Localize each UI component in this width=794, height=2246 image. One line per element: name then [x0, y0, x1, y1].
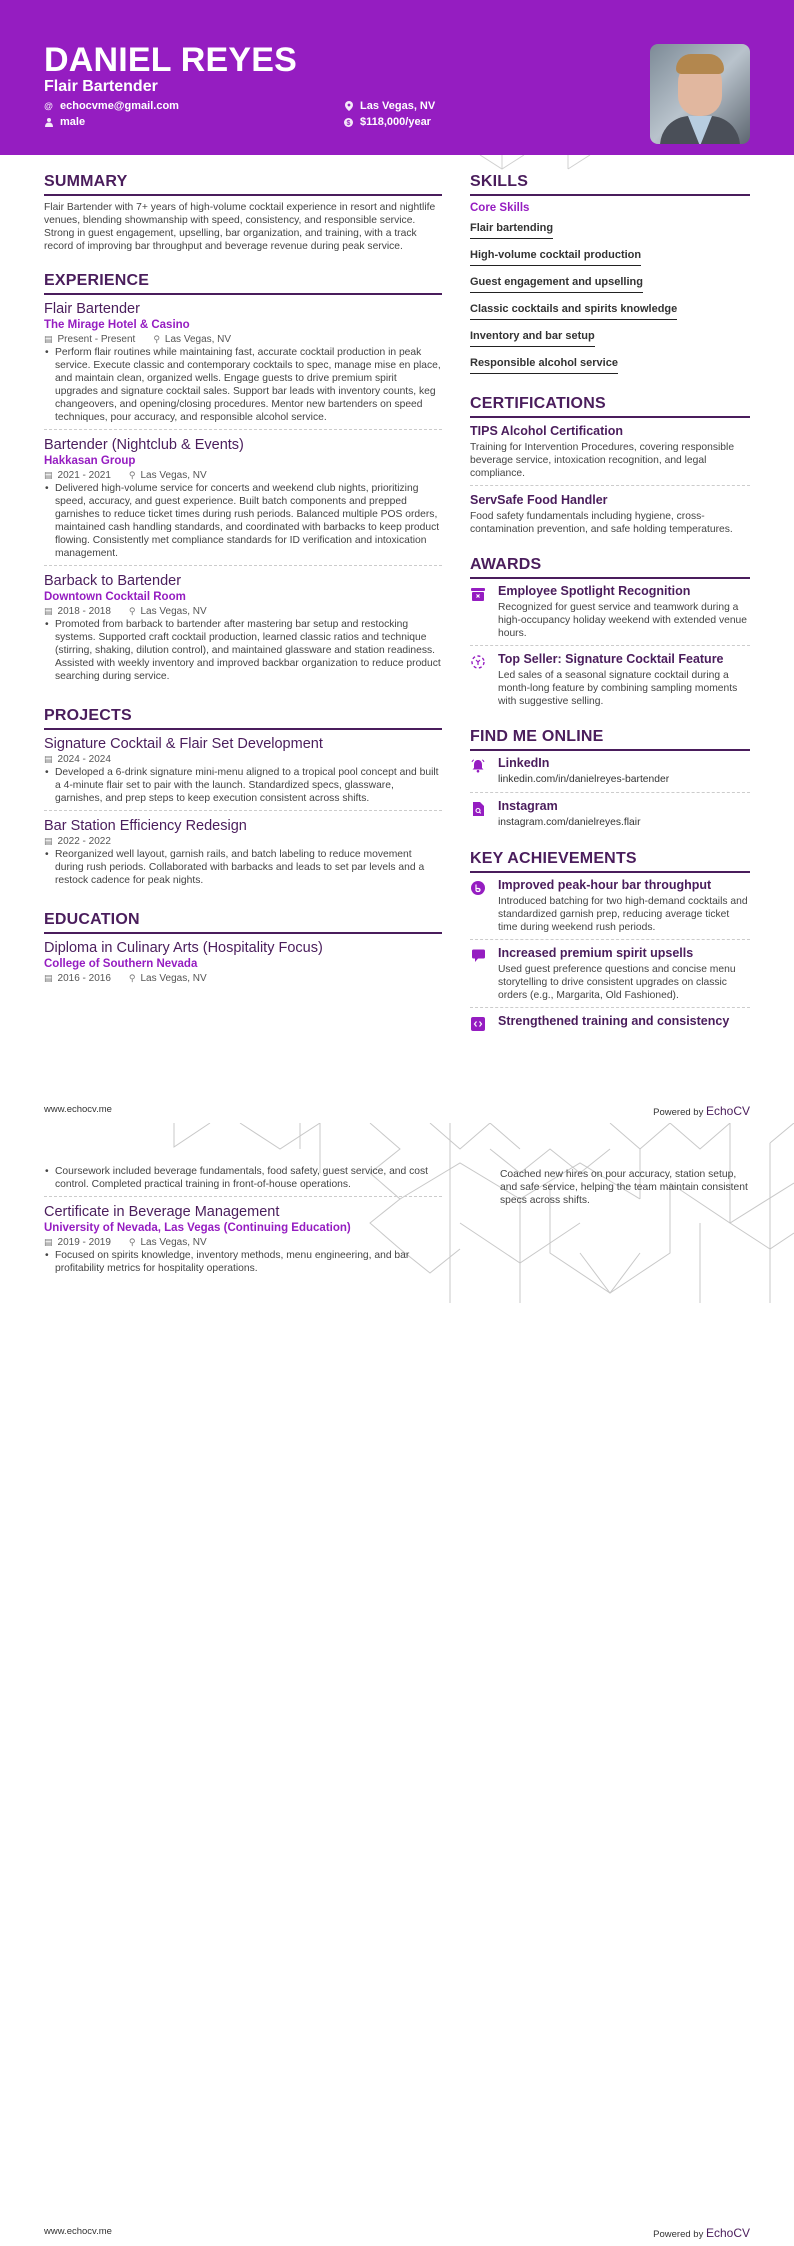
badge-circle-icon [470, 880, 486, 896]
calendar-icon: ▤ [44, 754, 53, 764]
achievement-desc-continued: Coached new hires on pour accuracy, station setup, and safe service, helping the team maintain consistent specs across shifts. [500, 1169, 748, 1206]
education-entry-continued [44, 1165, 442, 1197]
map-pin-icon: ⚲ [128, 1237, 136, 1247]
dates: 2022 - 2022 [57, 836, 111, 847]
project-entry [44, 735, 442, 811]
dates: Present - Present [57, 334, 136, 345]
location: Las Vegas, NV [140, 1237, 207, 1248]
project-description: • Reorganized well layout, garnish rails, and batch labeling to reduce movement during rush periods. Collaborated with barbacks and leads to set par levels and a restock cadence for peak nights. [44, 848, 442, 887]
at-icon: @ [44, 101, 53, 111]
degree: Certificate in Beverage Management [44, 1204, 280, 1220]
achievement-name: Strengthened training and consistency [498, 1014, 730, 1028]
job-description: • Delivered high-volume service for concerts and weekend club nights, prioritizing speed, accuracy, and guest experience. Built batch components and prepped garnishes to reduce ticket times during rush periods. Balanced multiple POS orders, maintained cash handling standards, and coordinated with barbacks to keep product flowing. Consistently met compliance standards for ID verification and intoxication management. [44, 482, 442, 560]
project-description: • Developed a 6-drink signature mini-menu aligned to a tropical pool concept and built a 4-minute flair set to pair with the launch. Standardized specs, glassware, garnishes, and prep steps to keep execution consistent across shifts. [44, 766, 442, 805]
job-description: • Perform flair routines while maintaining fast, accurate cocktail production in peak service. Execute classic and contemporary cocktails to spec, manage mise en place, and maintain clean, organized wells. Engage guests to drive premium spirit upgrades and signature cocktail sales. Support bar leads with inventory counts, keg changeovers, and opening/closing procedures. Mentor new bartenders on speed techniques, pour accuracy, and responsible alcohol service. [44, 346, 442, 424]
skill-item: Responsible alcohol service [470, 356, 618, 374]
dates: 2024 - 2024 [57, 754, 111, 765]
skill-item: Classic cocktails and spirits knowledge [470, 302, 677, 320]
experience-entry [44, 300, 442, 430]
candidate-name: DANIEL REYES [44, 41, 298, 79]
resume-header [0, 0, 794, 155]
map-pin-icon: ⚲ [128, 606, 136, 616]
calendar-icon: ▤ [44, 470, 53, 480]
awards-section [470, 555, 750, 713]
location-value: Las Vegas, NV [360, 100, 436, 112]
job-role: Barback to Bartender [44, 573, 182, 589]
award-item [470, 584, 750, 646]
education-description: • Focused on spirits knowledge, inventory methods, menu engineering, and bar profitability metrics for hospitality operations. [44, 1249, 442, 1275]
person-icon [44, 118, 53, 127]
online-profile-link[interactable]: linkedin.com/in/danielreyes-bartender [498, 774, 670, 785]
education-section [44, 910, 442, 990]
skill-item: Inventory and bar setup [470, 329, 595, 347]
employer: The Mirage Hotel & Casino [44, 319, 190, 331]
experience-section [44, 271, 442, 688]
location: Las Vegas, NV [140, 973, 207, 984]
calendar-icon: ▤ [44, 973, 53, 983]
certification-desc: Training for Intervention Procedures, covering responsible beverage service, intoxication recognition, and legal compliance. [470, 442, 735, 479]
page2-left-column [44, 1165, 442, 1286]
footer-brand: EchoCV [705, 1104, 750, 1118]
file-search-icon [470, 801, 486, 817]
section-title: FIND ME ONLINE [470, 727, 750, 751]
map-pin-icon [344, 101, 353, 111]
footer-site-link[interactable]: www.echocv.me [44, 1104, 112, 1115]
location: Las Vegas, NV [140, 606, 207, 617]
section-title: SKILLS [470, 172, 750, 196]
award-name: Top Seller: Signature Cocktail Feature [498, 652, 724, 666]
left-column [44, 172, 442, 1008]
job-description: • Promoted from barback to bartender after mastering bar setup and restocking systems. Supported craft cocktail production, learned classic ratios and technique (stirring, shaking, dilution control), and maintained glassware and station readiness. Assisted with weekly inventory and improved backbar organization to reduce product searching during service. [44, 618, 442, 683]
footer-site-link[interactable]: www.echocv.me [44, 2226, 112, 2237]
achievement-desc: Introduced batching for two high-demand cocktails and standardized garnish prep, reducing average ticket time during weekend rush periods. [498, 896, 748, 933]
dates: 2019 - 2019 [57, 1237, 111, 1248]
skill-item: Guest engagement and upselling [470, 275, 643, 293]
online-profile-item[interactable] [470, 799, 750, 835]
achievement-name: Increased premium spirit upsells [498, 946, 694, 960]
footer-brand: EchoCV [705, 2226, 750, 2240]
school: College of Southern Nevada [44, 958, 198, 970]
education-entry [44, 939, 442, 990]
award-name: Employee Spotlight Recognition [498, 584, 691, 598]
section-title: PROJECTS [44, 706, 442, 730]
experience-entry [44, 572, 442, 688]
location: Las Vegas, NV [164, 334, 232, 345]
award-desc: Led sales of a seasonal signature cocktail during a month-long feature by combining sampling moments with suggestive selling. [498, 670, 738, 707]
svg-text:$: $ [346, 119, 351, 127]
page-footer [44, 1104, 750, 1118]
online-profile-item[interactable] [470, 756, 750, 793]
calendar-icon: ▤ [44, 836, 53, 846]
online-profile-name: Instagram [498, 799, 558, 813]
dates: 2016 - 2016 [57, 973, 111, 984]
employer: Hakkasan Group [44, 455, 136, 467]
achievement-item [470, 1014, 750, 1037]
bell-icon [470, 758, 486, 774]
map-pin-icon: ⚲ [128, 973, 136, 983]
certification-name: ServSafe Food Handler [470, 493, 608, 507]
section-title: SUMMARY [44, 172, 442, 196]
education-entry [44, 1203, 442, 1280]
map-pin-icon: ⚲ [128, 470, 136, 480]
skill-group-label: Core Skills [470, 202, 530, 214]
certifications-section [470, 394, 750, 541]
achievement-item [470, 878, 750, 940]
summary-section [44, 172, 442, 253]
contact-gender [44, 115, 85, 129]
right-column [470, 172, 750, 1055]
projects-section [44, 706, 442, 892]
contact-location [344, 99, 435, 113]
contact-email [44, 99, 179, 113]
contact-salary [344, 115, 431, 129]
key-achievements-section [470, 849, 750, 1037]
online-profile-link[interactable]: instagram.com/danielreyes.flair [498, 817, 641, 828]
section-title: EDUCATION [44, 910, 442, 934]
summary-text: Flair Bartender with 7+ years of high-volume cocktail experience in resort and nightlife venues, blending showmanship with speed, consistency, and responsible service. Strong in guest engagement, upselling, bar organization, and training, with a track record of improving bar throughput and beverage revenue during peak service. [44, 202, 436, 252]
certification-name: TIPS Alcohol Certification [470, 424, 624, 438]
project-name: Signature Cocktail & Flair Set Development [44, 736, 323, 752]
school: University of Nevada, Las Vegas (Continuing Education) [44, 1222, 351, 1234]
achievement-item [470, 946, 750, 1008]
achievement-desc: Used guest preference questions and concise menu storytelling to drive consistent upgrades on classic orders (e.g., Margarita, Old Fashioned). [498, 964, 736, 1001]
certification-desc: Food safety fundamentals including hygiene, cross-contamination prevention, and safe holding temperatures. [470, 511, 733, 535]
skill-item: Flair bartending [470, 221, 553, 239]
employer: Downtown Cocktail Room [44, 591, 186, 603]
calendar-icon: ▤ [44, 1237, 53, 1247]
education-description: • Coursework included beverage fundamentals, food safety, guest service, and cost control. Completed practical training in front-of-house operations. [44, 1165, 442, 1191]
job-role: Bartender (Nightclub & Events) [44, 437, 244, 453]
dates: 2018 - 2018 [57, 606, 111, 617]
powered-by: Powered by EchoCV [653, 1104, 750, 1118]
location: Las Vegas, NV [140, 470, 207, 481]
skill-item: High-volume cocktail production [470, 248, 641, 266]
project-entry [44, 817, 442, 892]
focus-target-icon [470, 654, 486, 670]
gender-value: male [60, 116, 86, 128]
calendar-icon: ▤ [44, 334, 53, 344]
skills-section [470, 172, 750, 380]
section-title: AWARDS [470, 555, 750, 579]
page2-right-column [500, 1168, 750, 1207]
powered-by: Powered by EchoCV [653, 2226, 750, 2240]
section-title: KEY ACHIEVEMENTS [470, 849, 750, 873]
degree: Diploma in Culinary Arts (Hospitality Focus) [44, 940, 323, 956]
dollar-circle-icon [344, 118, 353, 127]
certification-item [470, 423, 750, 486]
online-profile-name: LinkedIn [498, 756, 550, 770]
profile-photo [650, 44, 750, 144]
job-role: Flair Bartender [44, 301, 140, 317]
achievement-name: Improved peak-hour bar throughput [498, 878, 712, 892]
archive-box-icon [470, 586, 486, 602]
salary-value: $118,000/year [360, 116, 431, 128]
chat-bubbles-icon [470, 948, 486, 964]
candidate-title: Flair Bartender [44, 78, 158, 95]
certification-item [470, 492, 750, 541]
award-desc: Recognized for guest service and teamwork during a high-occupancy holiday weekend with extended venue hours. [498, 602, 748, 639]
email-value: echocvme@gmail.com [60, 100, 179, 112]
dates: 2021 - 2021 [57, 470, 111, 481]
find-me-online-section [470, 727, 750, 835]
code-square-icon [470, 1016, 486, 1032]
map-pin-icon: ⚲ [153, 334, 160, 344]
section-title: CERTIFICATIONS [470, 394, 750, 418]
project-name: Bar Station Efficiency Redesign [44, 818, 247, 834]
calendar-icon: ▤ [44, 606, 53, 616]
award-item [470, 652, 750, 713]
experience-entry [44, 436, 442, 566]
page-footer [44, 2226, 750, 2240]
section-title: EXPERIENCE [44, 271, 442, 295]
